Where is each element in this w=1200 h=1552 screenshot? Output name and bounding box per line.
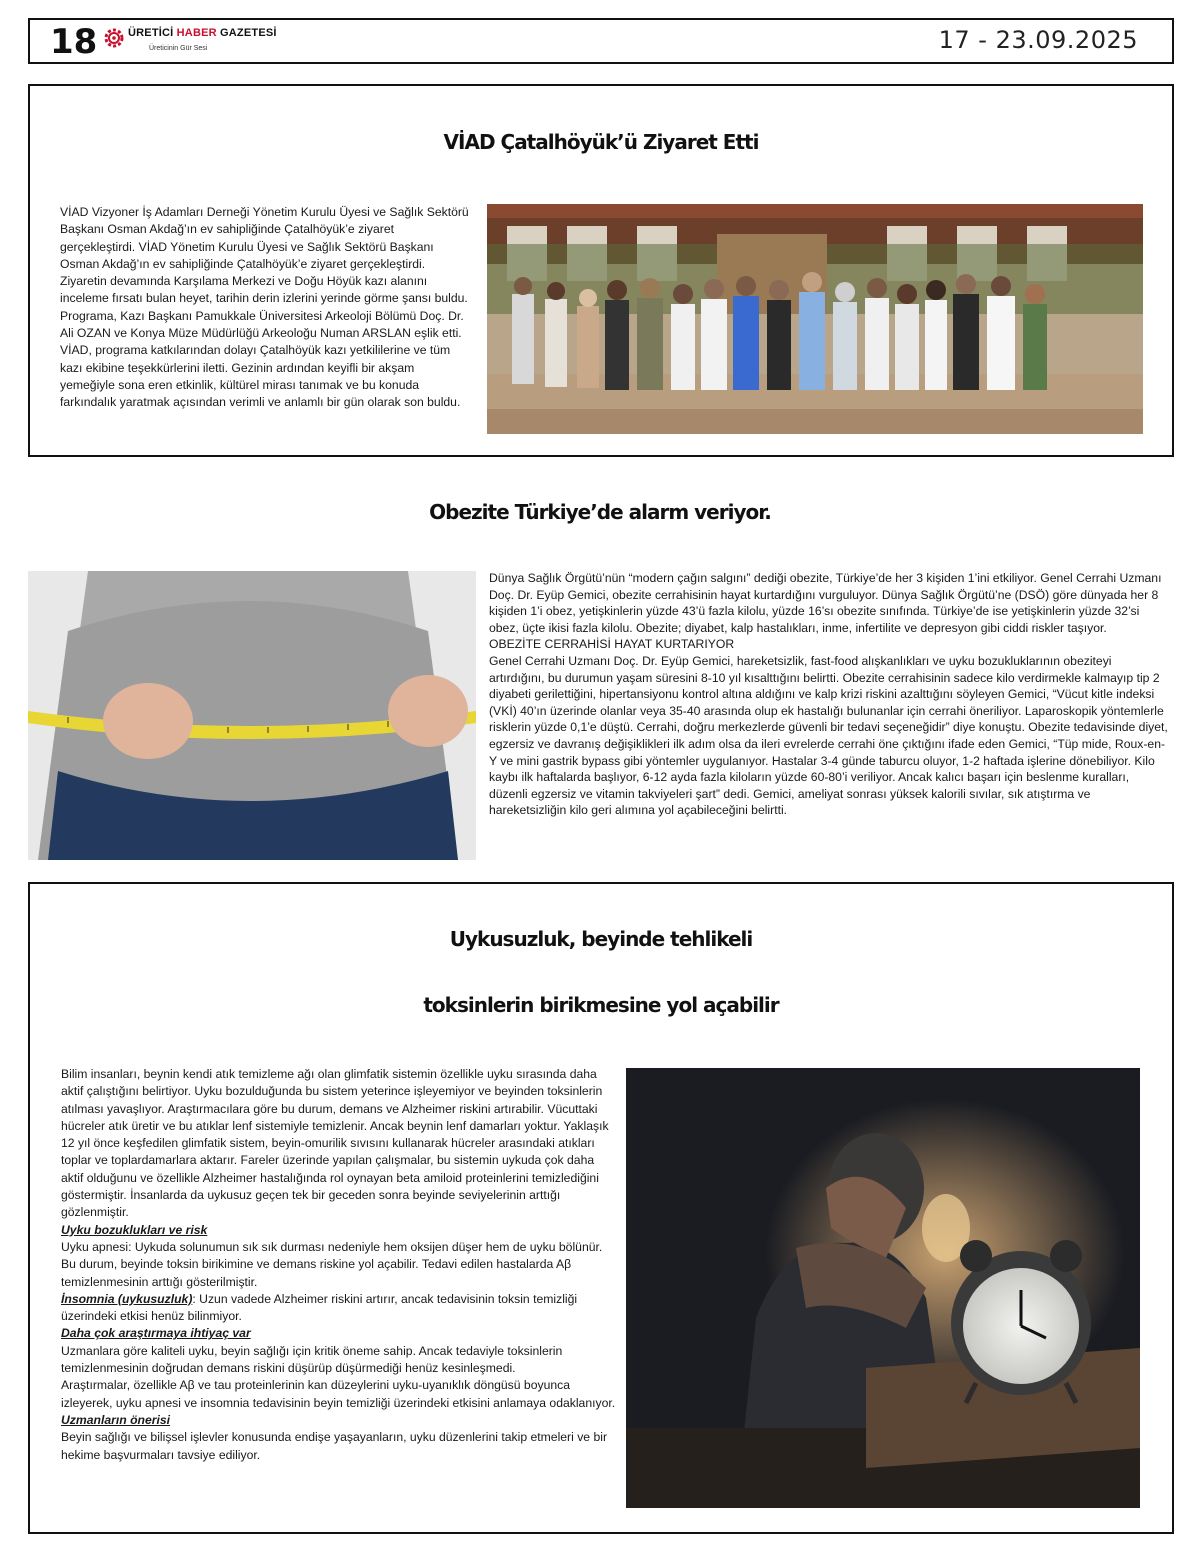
- article-viad: [28, 84, 1174, 457]
- article-uykusuzluk-subhead-4: Uzmanların önerisi: [61, 1412, 171, 1427]
- sleepless-person-photo: [626, 1068, 1140, 1508]
- newspaper-tagline: Üreticinin Gür Sesi: [149, 45, 208, 52]
- article-uykusuzluk-subhead-2: İnsomnia (uykusuzluk): [61, 1291, 193, 1306]
- article-uykusuzluk: [28, 882, 1174, 1534]
- article-uykusuzluk-headline-line-1: Uykusuzluk, beyinde tehlikeli: [449, 927, 753, 951]
- article-viad-body: VİAD Vizyoner İş Adamları Derneği Yönetim Kurulu Üyesi ve Sağlık Sektörü Başkanı Osman Akdağ’ın ev sahipliğinde Çatalhöyük’e ziyaret gerçekleştirdi. VİAD Yönetim Kurulu Üyesi ve Sağlık Sektörü Başkanı Osman Akdağ’ın ev sahipliğinde Çatalhöyük’e ziyaret gerçekleştirdi. Ziyaretin devamında Karşılama Merkezi ve Doğu Höyük kazı alanını inceleme fırsatı bulan heyet, tarihin derin izlerini yerinde görme şansı buldu. Programa, Kazı Başkanı Pamukkale Üniversitesi Arkeoloji Bölümü Doç. Dr. Ali OZAN ve Konya Müze Müdürlüğü Arkeoloğu Numan ARSLAN eşlik etti. VİAD, programa katkılarından dolayı Çatalhöyük kazı yetkililerine ve tüm kazı ekibine teşekkürlerini iletti. Gezinin ardından keyifli bir akşam yemeğiyle sona eren etkinlik, kültürel mirası tanımak ve bu konuda farkındalık yaratmak açısından verimli ve anlamlı bir gün olarak son buldu.: [60, 205, 469, 410]
- brand-part-1: ÜRETİCİ: [128, 27, 177, 39]
- newspaper-brand: [128, 27, 277, 39]
- gear-logo-icon: [102, 26, 126, 50]
- article-uykusuzluk-paragraph-1: Bilim insanları, beynin kendi atık temizleme ağı olan glimfatik sistemin özellikle uyku sırasında daha aktif çalıştığını belirtiyor. Uyku bozulduğunda bu sistem yeterince işleyemiyor ve beyinden toksinlerin atılması yavaşlıyor. Araştırmacılara göre bu durum, demans ve Alzheimer riskini artırabilir. Vücuttaki hücreler atık üretir ve bu atıklar lenf sistemiyle temizlenir. Ancak beynin lenf damarları yoktur. Yaklaşık 12 yıl önce keşfedilen glimfatik sistem, beyin-omurilik sıvısını kullanarak hücreler arasındaki atıkları toplar ve toplardamarlara aktarır. Fareler üzerinde yapılan çalışmalar, bu sistemin uykuda çok daha aktif olduğunu ve özellikle Alzheimer hastalığında rol oynayan beta amiloid proteinlerini temizlediğini göstermiştir. İnsanlarda da uykusuz geçen tek bir geceden sonra beyinde seviyelerinin arttığı gözlenmiştir.: [61, 1067, 609, 1220]
- article-uykusuzluk-paragraph-3: : Uzun vadede Alzheimer riskini artırır, ancak tedavisinin toksin temizliği üzerindeki etkisi henüz bilinmiyor.: [61, 1291, 578, 1324]
- article-obezite-paragraph-2: Genel Cerrahi Uzmanı Doç. Dr. Eyüp Gemici, hareketsizlik, fast-food alışkanlıkları ve uyku bozukluklarının obeziteyi artırdığını, bu durumun yaşam süresini 8-10 yıl kısalttığını belirtti. Obezite cerrahisinin sadece kilo verdirmekle kalmayıp tip 2 diyabeti gerilettiğini, hipertansiyonu kontrol altına aldığını ve kalp krizi riskini azalttığını söyleyen Gemici, “Vücut kitle indeksi (VKİ) 40’ın üzerinde olanlar veya 35-40 arasında olup ek hastalığı bulunanlar için cerrahi öneriliyor. Laparoskopik yöntemlerle risklerin yüzde 0,1’e düştü. Cerrahi, doğru merkezlerde güvenli bir tedavi seçeneğidir” diye konuştu. Obezite tedavisinde diyet, egzersiz ve davranış değişiklikleri ilk adım olsa da ileri evrelerde cerrahi öne çıktığını ifade eden Gemici, “Tüp mide, Roux-en-Y ve mini gastrik bypass gibi yöntemler uygulanıyor. Hastalar 3-4 günde taburcu oluyor, 1-2 haftada işlerine dönebiliyor. Kilo kaybı ilk haftalarda başlıyor, 6-12 ayda fazla kiloların yüzde 60-80’i veriliyor. Ancak kalıcı başarı için beslenme kuralları, düzenli egzersiz ve vitamin takviyeleri şart” dedi. Gemici, ameliyat sonrası yüksek kalorili sıvılar, sık atıştırma ve hareketsizliğin kilo geri alımına yol açabileceğini belirtti.: [489, 653, 1168, 818]
- article-uykusuzluk-paragraph-2: Uyku apnesi: Uykuda solunumun sık sık durması nedeniyle hem oksijen düşer hem de uyku bölünür. Bu durum, beyinde toksin birikimine ve demans riskine yol açabilir. Tedavi edilen hastalarda Aβ temizlenmesinin arttığı gösterilmiştir.: [61, 1239, 603, 1289]
- measuring-tape-photo: [28, 571, 476, 860]
- article-obezite-paragraph-1: Dünya Sağlık Örgütü’nün “modern çağın salgını” dediği obezite, Türkiye’de her 3 kişiden 1’ini etkiliyor. Genel Cerrahi Uzmanı Doç. Dr. Eyüp Gemici, obezite cerrahisinin hayat kurtardığını vurguluyor. Dünya Sağlık Örgütü’ne (DSÖ) göre dünyada her 8 kişiden 1’i obez, yetişkinlerin yüzde 43’ü fazla kilolu, yüzde 16’sı obezite sınıfında. Türkiye’de ise yetişkinlerin yüzde 32’si obez, üçte ikisi fazla kilolu. Obezite; diyabet, kalp hastalıkları, inme, infertilite ve depresyon gibi ciddi riskler taşıyor.: [489, 571, 1162, 635]
- issue-date: 17 - 23.09.2025: [938, 26, 1138, 54]
- article-obezite-subhead: OBEZİTE CERRAHİSİ HAYAT KURTARIYOR: [489, 637, 735, 652]
- article-obezite-headline: Obezite Türkiye’de alarm veriyor.: [429, 500, 771, 524]
- page-header: [28, 18, 1174, 64]
- article-viad-headline: VİAD Çatalhöyük’ü Ziyaret Etti: [443, 130, 759, 154]
- page-number: 18: [50, 22, 98, 62]
- article-uykusuzluk-subhead-1: Uyku bozuklukları ve risk: [61, 1222, 208, 1237]
- article-uykusuzluk-subhead-3: Daha çok araştırmaya ihtiyaç var: [61, 1326, 251, 1341]
- brand-part-2: HABER: [176, 27, 217, 39]
- article-uykusuzluk-paragraph-5: Araştırmalar, özellikle Aβ ve tau proteinlerinin kan düzeylerini uyku-uyanıklık döngüsü boyunca izleyerek, uyku apnesi ve insomnia tedavisinin beyin temizliği üzerindeki etkisini anlamaya odaklanıyor.: [61, 1378, 616, 1410]
- article-uykusuzluk-body: [61, 1066, 619, 1464]
- article-uykusuzluk-paragraph-4: Uzmanlara göre kaliteli uyku, beyin sağlığı için kritik öneme sahip. Ancak tedaviyle toksinlerin temizlenmesinin doğrudan demans riskini düşürüp düşürmediği henüz kesinleşmedi.: [61, 1343, 563, 1376]
- article-uykusuzluk-headline-line-2: toksinlerin birikmesine yol açabilir: [423, 993, 779, 1017]
- brand-part-3: GAZETESİ: [216, 27, 277, 39]
- group-photo: [487, 204, 1143, 434]
- article-uykusuzluk-paragraph-6: Beyin sağlığı ve bilişsel işlevler konusunda endişe yaşayanların, uyku düzenlerini takip etmeleri ve bir hekime başvurmaları tavsiye ediliyor.: [61, 1430, 608, 1462]
- article-obezite-body: [489, 570, 1169, 819]
